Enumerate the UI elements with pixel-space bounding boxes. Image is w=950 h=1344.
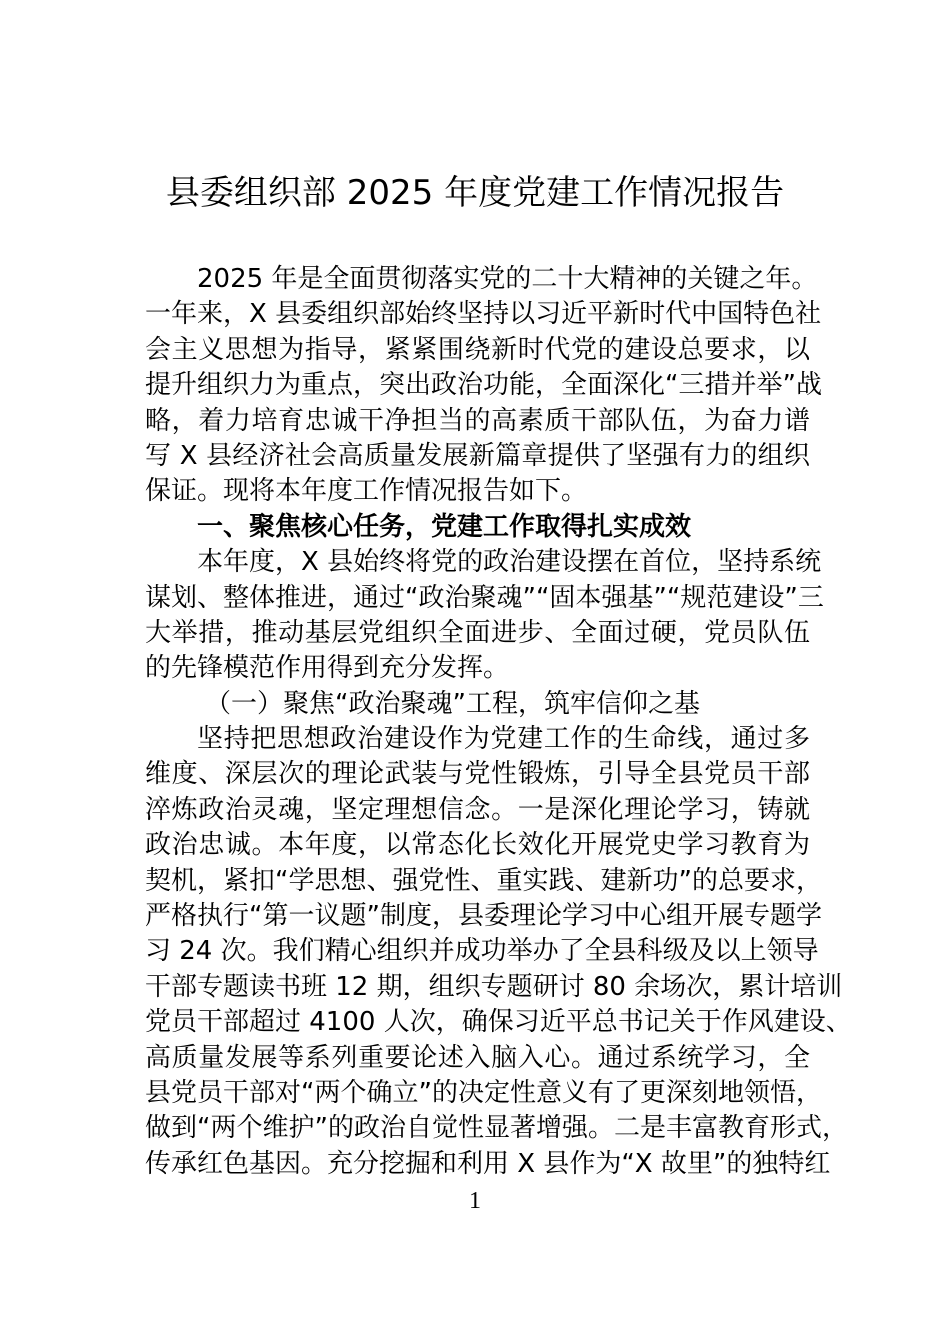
paragraph-line: 保证。现将本年度工作情况报告如下。 bbox=[145, 476, 588, 507]
paragraph-line: 会主义思想为指导，紧紧围绕新时代党的建设总要求，以 bbox=[145, 334, 810, 365]
section-heading: 一、聚焦核心任务，党建工作取得扎实成效 bbox=[197, 511, 692, 542]
document-body bbox=[145, 262, 852, 1182]
paragraph-line: 谋划、整体推进，通过“政治聚魂”“固本强基”“规范建设”三 bbox=[145, 582, 824, 613]
paragraph-line: 严格执行“第一议题”制度，县委理论学习中心组开展专题学 bbox=[145, 901, 822, 932]
paragraph-line: 习 24 次。我们精心组织并成功举办了全县科级及以上领导 bbox=[145, 936, 819, 967]
paragraph-line: 高质量发展等系列重要论述入脑入心。通过系统学习，全 bbox=[145, 1042, 810, 1073]
document-title: 县委组织部 2025 年度党建工作情况报告 bbox=[165, 173, 785, 213]
paragraph-line: 略，着力培育忠诚干净担当的高素质干部队伍，为奋力谱 bbox=[145, 405, 810, 436]
paragraph-line: 维度、深层次的理论武装与党性锻炼，引导全县党员干部 bbox=[145, 759, 810, 790]
paragraph-line: 县党员干部对“两个确立”的决定性意义有了更深刻地领悟， bbox=[145, 1077, 822, 1108]
paragraph-line: 一年来，X 县委组织部始终坚持以习近平新时代中国特色社 bbox=[145, 299, 822, 330]
paragraph-line: 契机，紧扣“学思想、强党性、重实践、建新功”的总要求， bbox=[145, 865, 822, 896]
paragraph-line: 党员干部超过 4100 人次，确保习近平总书记关于作风建设、 bbox=[145, 1007, 852, 1038]
paragraph-line: 大举措，推动基层党组织全面进步、全面过硬，党员队伍 bbox=[145, 617, 810, 648]
paragraph-line: 2025 年是全面贯彻落实党的二十大精神的关键之年。 bbox=[197, 264, 818, 294]
paragraph-line: 坚持把思想政治建设作为党建工作的生命线，通过多 bbox=[197, 724, 810, 755]
paragraph-line: 传承红色基因。充分挖掘和利用 X 县作为“X 故里”的独特红 bbox=[145, 1148, 831, 1179]
paragraph-line: 的先锋模范作用得到充分发挥。 bbox=[145, 653, 510, 684]
paragraph-line: 本年度，X 县始终将党的政治建设摆在首位，坚持系统 bbox=[197, 547, 822, 578]
paragraph-line: 提升组织力为重点，突出政治功能，全面深化“三措并举”战 bbox=[145, 370, 822, 401]
paragraph-line: 淬炼政治灵魂，坚定理想信念。一是深化理论学习，铸就 bbox=[145, 794, 810, 825]
subsection-heading: （一）聚焦“政治聚魂”工程，筑牢信仰之基 bbox=[205, 688, 700, 719]
paragraph-line: 写 X 县经济社会高质量发展新篇章提供了坚强有力的组织 bbox=[145, 440, 810, 471]
paragraph-line: 做到“两个维护”的政治自觉性显著增强。二是丰富教育形式， bbox=[145, 1113, 848, 1144]
paragraph-line: 政治忠诚。本年度，以常态化长效化开展党史学习教育为 bbox=[145, 830, 810, 861]
paragraph-line: 干部专题读书班 12 期，组织专题研讨 80 余场次，累计培训 bbox=[145, 971, 843, 1002]
page-number: 1 bbox=[469, 1188, 481, 1214]
